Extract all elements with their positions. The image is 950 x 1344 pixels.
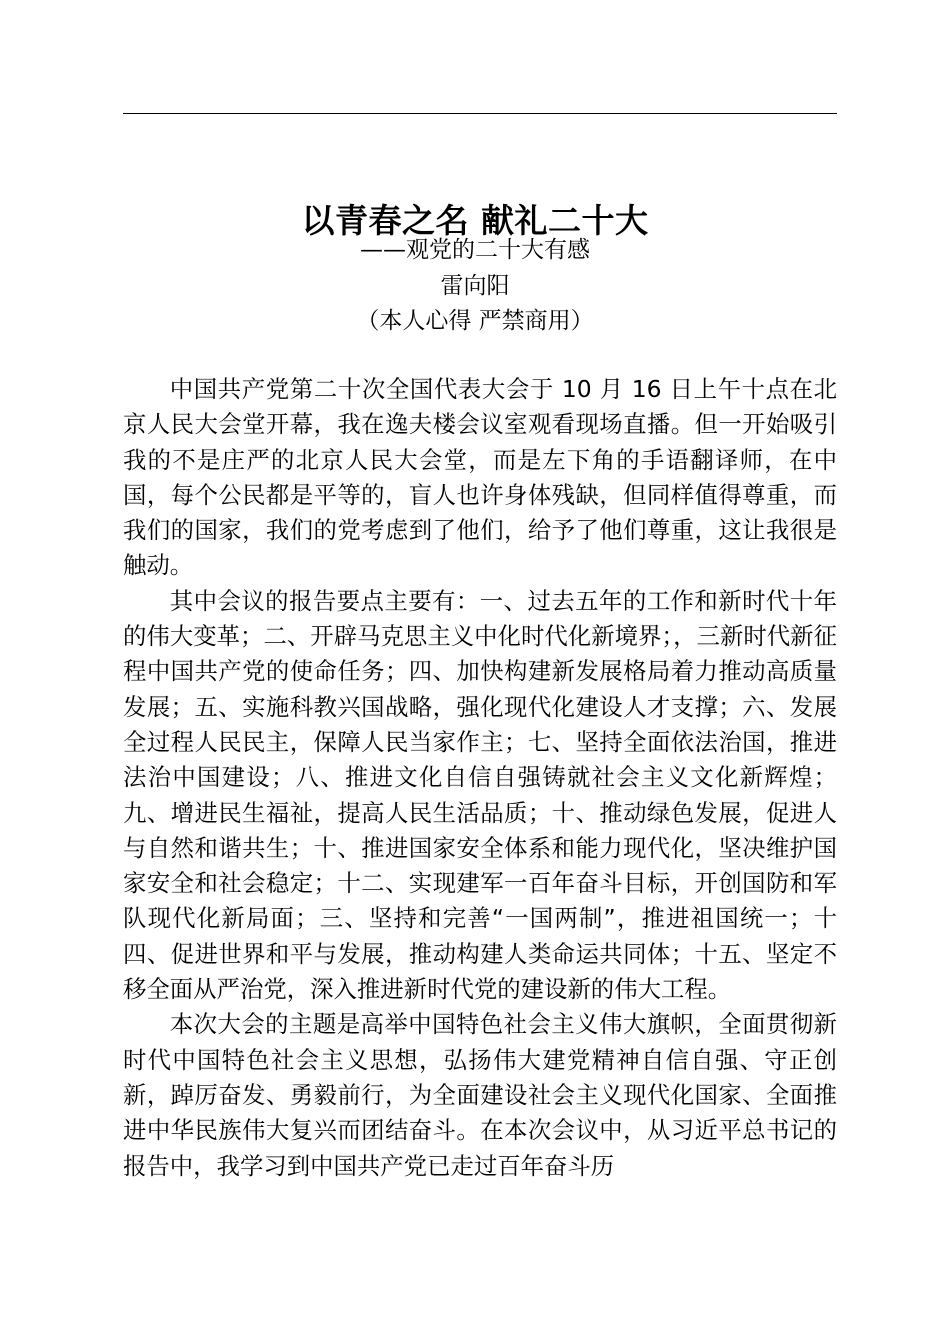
usage-notice: （本人心得 严禁商用）	[356, 308, 594, 334]
header-rule	[123, 113, 837, 114]
paragraph: 中国共产党第二十次全国代表大会于 10 月 16 日上午十点在北京人民大会堂开幕，我在逸夫楼会议室观看现场直播。但一开始吸引我的不是庄严的北京人民大会堂，而是左下角的手语翻译师，在中国，每个公民都是平等的，盲人也许身体残缺，但同样值得尊重，而我们的国家，我们的党考虑到了他们，给予了他们尊重，这让我很是触动。	[123, 375, 837, 580]
document-author: 雷向阳	[440, 273, 510, 299]
paragraph: 其中会议的报告要点主要有：一、过去五年的工作和新时代十年的伟大变革；二、开辟马克思主义中化时代化新境界；，三新时代新征程中国共产党的使命任务；四、加快构建新发展格局着力推动高质量发展；五、实施科教兴国战略，强化现代化建设人才支撑；六、发展全过程人民民主，保障人民当家作主；七、坚持全面依法治国，推进法治中国建设；八、推进文化自信自强铸就社会主义文化新辉煌；九、增进民生福祉，提高人民生活品质；十、推动绿色发展，促进人与自然和谐共生；十、推进国家安全体系和能力现代化，坚决维护国家安全和社会稳定；十二、实现建军一百年奋斗目标，开创国防和军队现代化新局面；三、坚持和完善“一国两制”，推进祖国统一；十四、促进世界和平与发展，推动构建人类命运共同体；十五、坚定不移全面从严治党，深入推进新时代党的建设新的伟大工程。	[123, 586, 837, 1004]
document-body	[123, 372, 837, 1184]
document-subtitle: ——观党的二十大有感	[360, 237, 590, 263]
document-title: 以青春之名 献礼二十大	[301, 201, 649, 241]
paragraph: 本次大会的主题是高举中国特色社会主义伟大旗帜，全面贯彻新时代中国特色社会主义思想，弘扬伟大建党精神自信自强、守正创新，踔厉奋发、勇毅前行，为全面建设社会主义现代化国家、全面推进中华民族伟大复兴而团结奋斗。在本次会议中，从习近平总书记的报告中，我学习到中国共产党已走过百年奋斗历	[123, 1010, 837, 1180]
